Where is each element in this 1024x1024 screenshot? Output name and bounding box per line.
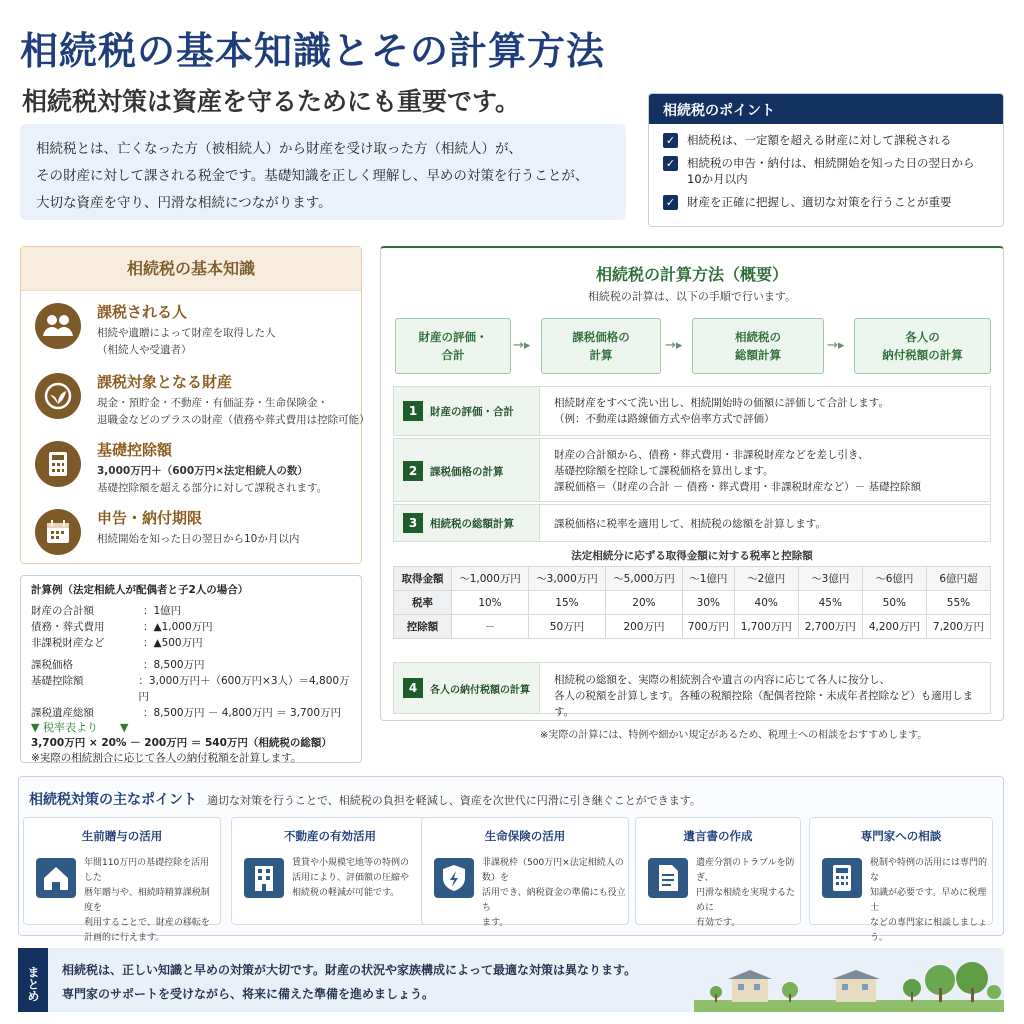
rate-table-title: 法定相続分に応ずる取得金額に対する税率と控除額 — [571, 550, 813, 562]
basic-item-line: 基礎控除額を超える部分に対して課税されます。 — [97, 482, 328, 494]
point-item — [663, 132, 989, 148]
calculation-method-panel — [380, 246, 1004, 721]
card-line: 活用でき、納税資金の準備にも役立ち — [482, 888, 626, 913]
step-line: 基礎控除額を控除して課税価格を算出します。 — [554, 465, 774, 477]
example-row — [31, 619, 351, 635]
house-icon — [36, 858, 76, 898]
flow-line: 合計 — [441, 348, 465, 362]
basic-knowledge-panel — [20, 246, 370, 564]
example-arrow — [31, 721, 351, 735]
example-value: ：8,500万円 — [143, 659, 205, 671]
intro-line: 大切な資産を守り、円滑な相続につながります。 — [36, 195, 332, 211]
flow-line: 各人の — [905, 330, 940, 344]
example-value: ：1億円 — [143, 605, 182, 617]
check-icon: ✓ — [663, 133, 678, 148]
table-cell: 控除額 — [394, 615, 452, 639]
calculation-example — [20, 575, 362, 763]
deduction-row — [394, 615, 991, 639]
example-result: 3,700万円 × 20% － 200万円 ＝ 540万円（相続税の総額） — [31, 737, 332, 749]
arrow-down-icon: ▼ — [119, 721, 129, 734]
step-line: （例：不動産は路線価方式や倍率方式で評価） — [554, 413, 775, 425]
example-row — [31, 635, 351, 651]
table-header: 〜2億円 — [734, 567, 798, 591]
arrow-label: 税率表より — [42, 721, 98, 734]
card-line: 円滑な相続を実現するために — [696, 888, 796, 913]
step-row — [393, 662, 991, 718]
table-header: 〜1,000万円 — [452, 567, 529, 591]
example-label: 基礎控除額 — [31, 675, 84, 687]
summary-banner — [18, 948, 1004, 1012]
step-name: 各人の納付税額の計算 — [430, 685, 530, 696]
points-title: 相続税のポイント — [649, 94, 1003, 124]
strategy-card — [809, 817, 993, 943]
page-title: 相続税の基本知識とその計算方法 — [20, 29, 606, 73]
people-icon — [35, 303, 81, 349]
step-row — [393, 386, 991, 436]
step-name: 相続税の総額計算 — [430, 518, 514, 530]
table-cell: 50万円 — [528, 615, 605, 639]
example-label: 課税価格 — [31, 659, 73, 671]
table-cell: 55% — [926, 591, 990, 615]
table-cell: 2,700万円 — [798, 615, 862, 639]
basic-item-line: 相続や遺贈によって財産を取得した人 — [97, 327, 276, 339]
flow-line: 財産の評価・ — [418, 330, 488, 344]
table-cell: 50% — [862, 591, 926, 615]
step-name: 課税価格の計算 — [430, 466, 504, 478]
step-line: 課税価格に税率を適用して、相続税の総額を計算します。 — [554, 518, 826, 530]
intro-box — [20, 124, 626, 220]
strategy-subtitle: 適切な対策を行うことで、相続税の負担を軽減し、資産を次世代に円滑に引き継ぐことができます。 — [207, 794, 701, 807]
table-header: 〜3,000万円 — [528, 567, 605, 591]
card-line: 非課税枠（500万円×法定相続人の数）を — [482, 858, 624, 883]
table-header: 取得金額 — [394, 567, 452, 591]
basic-item-title: 課税対象となる財産 — [97, 373, 233, 391]
example-title: 計算例（法定相続人が配偶者と子2人の場合） — [31, 584, 249, 596]
card-line: 利用することで、財産の移転を — [84, 918, 210, 928]
example-row — [31, 657, 351, 673]
table-cell: 税率 — [394, 591, 452, 615]
table-cell: 700万円 — [682, 615, 734, 639]
calendar-icon — [35, 509, 81, 555]
step-number: 2 — [403, 461, 423, 481]
summary-line: 相続税は、正しい知識と早めの対策が大切です。財産の状況や家族構成によって最適な対策は異なります。 — [62, 963, 637, 977]
card-line: 活用により、評価額の圧縮や — [292, 873, 410, 883]
flow-step — [854, 318, 991, 374]
strategy-card — [635, 817, 801, 928]
check-icon: ✓ — [663, 195, 678, 210]
intro-line: 相続税とは、亡くなった方（被相続人）から財産を受け取った方（相続人）が、 — [36, 141, 522, 157]
table-cell: 20% — [605, 591, 682, 615]
table-cell: 200万円 — [605, 615, 682, 639]
flow-step — [541, 318, 661, 374]
basic-item-line: 現金・預貯金・不動産・有価証券・生命保険金・ — [97, 397, 328, 409]
method-note: ※実際の計算には、特例や細かい規定があるため、税理士への相談をおすすめします。 — [540, 730, 928, 741]
card-line: などの専門家に相談しましょう。 — [870, 918, 988, 943]
basic-item-title: 課税される人 — [97, 303, 188, 321]
basic-item-line: （相続人や受遺者） — [97, 344, 192, 356]
point-text: 相続税の申告・納付は、相続開始を知った日の翌日から10か月以内 — [687, 156, 975, 186]
arrow-right-icon: →▸ — [827, 338, 845, 353]
rate-row — [394, 591, 991, 615]
flow-step — [395, 318, 511, 374]
card-line: 遺産分割のトラブルを防ぎ、 — [696, 858, 795, 883]
basic-item-line: 3,000万円＋（600万円×法定相続人の数） — [97, 465, 308, 477]
card-title: 生前贈与の活用 — [81, 829, 163, 843]
flow-line: 課税価格の — [572, 330, 630, 344]
points-box — [648, 93, 1004, 227]
strategy-section — [18, 776, 1004, 943]
card-line: 有効です。 — [696, 918, 741, 928]
strategy-card — [23, 817, 221, 943]
example-value: ：▲1,000万円 — [143, 621, 213, 633]
step-number: 1 — [403, 401, 423, 421]
table-cell: 4,200万円 — [862, 615, 926, 639]
page-subtitle: 相続税対策は資産を守るためにも重要です。 — [22, 87, 521, 116]
flow-step — [692, 318, 824, 374]
flow-line: 相続税の — [735, 330, 781, 344]
example-label: 課税遺産総額 — [31, 707, 94, 719]
table-header: 〜3億円 — [798, 567, 862, 591]
step-row — [393, 438, 991, 502]
calculator-icon — [822, 858, 862, 898]
table-cell: － — [452, 615, 529, 639]
card-title: 生命保険の活用 — [484, 829, 566, 843]
example-row — [31, 705, 351, 721]
check-icon: ✓ — [663, 156, 678, 171]
card-title: 不動産の有効活用 — [284, 829, 376, 843]
table-cell: 7,200万円 — [926, 615, 990, 639]
table-cell: 30% — [682, 591, 734, 615]
table-cell: 1,700万円 — [734, 615, 798, 639]
step-number: 4 — [403, 678, 423, 698]
card-line: 知識が必要です。早めに税理士 — [870, 888, 987, 913]
card-title: 遺言書の作成 — [683, 829, 753, 843]
basic-item-line: 退職金などのプラスの財産（債務や葬式費用は控除可能） — [97, 414, 370, 426]
example-row — [31, 603, 351, 619]
card-line: ます。 — [482, 918, 509, 928]
example-label: 債務・葬式費用 — [31, 621, 105, 633]
card-line: 賃貸や小規模宅地等の特例の — [292, 858, 410, 868]
table-cell: 40% — [734, 591, 798, 615]
flow-line: 納付税額の計算 — [882, 348, 963, 362]
example-footnote: ※実際の相続割合に応じて各人の納付税額を計算します。 — [31, 752, 302, 764]
table-header: 〜5,000万円 — [605, 567, 682, 591]
example-value: ：8,500万円 － 4,800万円 ＝ 3,700万円 — [143, 707, 342, 719]
step-line: 財産の合計額から、債務・葬式費用・非課税財産などを差し引き、 — [554, 449, 869, 461]
intro-line: その財産に対して課される税金です。基礎知識を正しく理解し、早めの対策を行うことが、 — [36, 168, 589, 184]
table-header: 6億円超 — [926, 567, 990, 591]
step-row — [393, 504, 991, 542]
example-label: 非課税財産など — [31, 637, 105, 649]
step-number: 3 — [403, 513, 423, 533]
summary-line: 専門家のサポートを受けながら、将来に備えた準備を進めましょう。 — [62, 987, 435, 1001]
calculator-icon — [35, 441, 81, 487]
strategy-title: 相続税対策の主なポイント — [29, 792, 197, 808]
example-value: ：3,000万円＋（600万円×3人）＝4,800万円 — [138, 675, 350, 703]
card-line: 年間110万円の基礎控除を活用した — [84, 858, 210, 883]
rate-table — [393, 566, 991, 639]
flow-line: 総額計算 — [735, 348, 781, 362]
step-line: 相続税の総額を、実際の相続割合や遺言の内容に応じて各人に按分し、 — [554, 674, 890, 686]
point-text: 相続税は、一定額を超える財産に対して課税される — [687, 133, 952, 147]
card-title: 専門家への相談 — [860, 829, 942, 843]
step-line: 相続財産をすべて洗い出し、相続開始時の価額に評価して合計します。 — [554, 397, 889, 409]
point-item — [663, 194, 989, 210]
step-name: 財産の評価・合計 — [430, 406, 514, 418]
card-line: 税制や特例の活用には専門的な — [870, 858, 988, 883]
document-icon — [648, 858, 688, 898]
strategy-card — [421, 817, 629, 928]
flow-line: 計算 — [589, 348, 613, 362]
strategy-card — [231, 817, 429, 925]
card-line: 相続税の軽減が可能です。 — [292, 888, 400, 898]
shield-icon — [434, 858, 474, 898]
method-title: 相続税の計算方法（概要） — [595, 265, 788, 284]
rate-header-row — [394, 567, 991, 591]
method-subtitle: 相続税の計算は、以下の手順で行います。 — [587, 290, 797, 303]
leaf-coin-icon — [35, 373, 81, 419]
building-icon — [244, 858, 284, 898]
card-line: 暦年贈与や、相続時精算課税制度を — [84, 888, 210, 913]
table-header: 〜1億円 — [682, 567, 734, 591]
example-row — [31, 673, 351, 705]
step-line: 各人の税額を計算します。各種の税額控除（配偶者控除・未成年者控除など）も適用します。 — [554, 690, 974, 718]
table-cell: 15% — [528, 591, 605, 615]
arrow-down-icon: ▼ — [31, 721, 43, 734]
arrow-right-icon: →▸ — [665, 338, 683, 353]
table-cell: 45% — [798, 591, 862, 615]
basic-item-title: 申告・納付期限 — [97, 509, 203, 527]
summary-label: まとめ — [18, 948, 48, 1012]
step-line: 課税価格＝（財産の合計 － 債務・葬式費用・非課税財産など）－ 基礎控除額 — [554, 481, 922, 493]
table-header: 〜6億円 — [862, 567, 926, 591]
basic-item-line: 相続開始を知った日の翌日から10か月以内 — [97, 533, 300, 545]
town-illustration — [694, 948, 1004, 1012]
point-item — [663, 155, 989, 187]
basic-item-title: 基礎控除額 — [97, 441, 173, 459]
table-cell: 10% — [452, 591, 529, 615]
example-label: 財産の合計額 — [31, 605, 94, 617]
example-value: ：▲500万円 — [143, 637, 203, 649]
arrow-right-icon: →▸ — [513, 338, 531, 353]
basic-title: 相続税の基本知識 — [21, 247, 361, 291]
card-line: 計画的に行えます。 — [84, 933, 165, 943]
point-text: 財産を正確に把握し、適切な対策を行うことが重要 — [687, 195, 952, 209]
